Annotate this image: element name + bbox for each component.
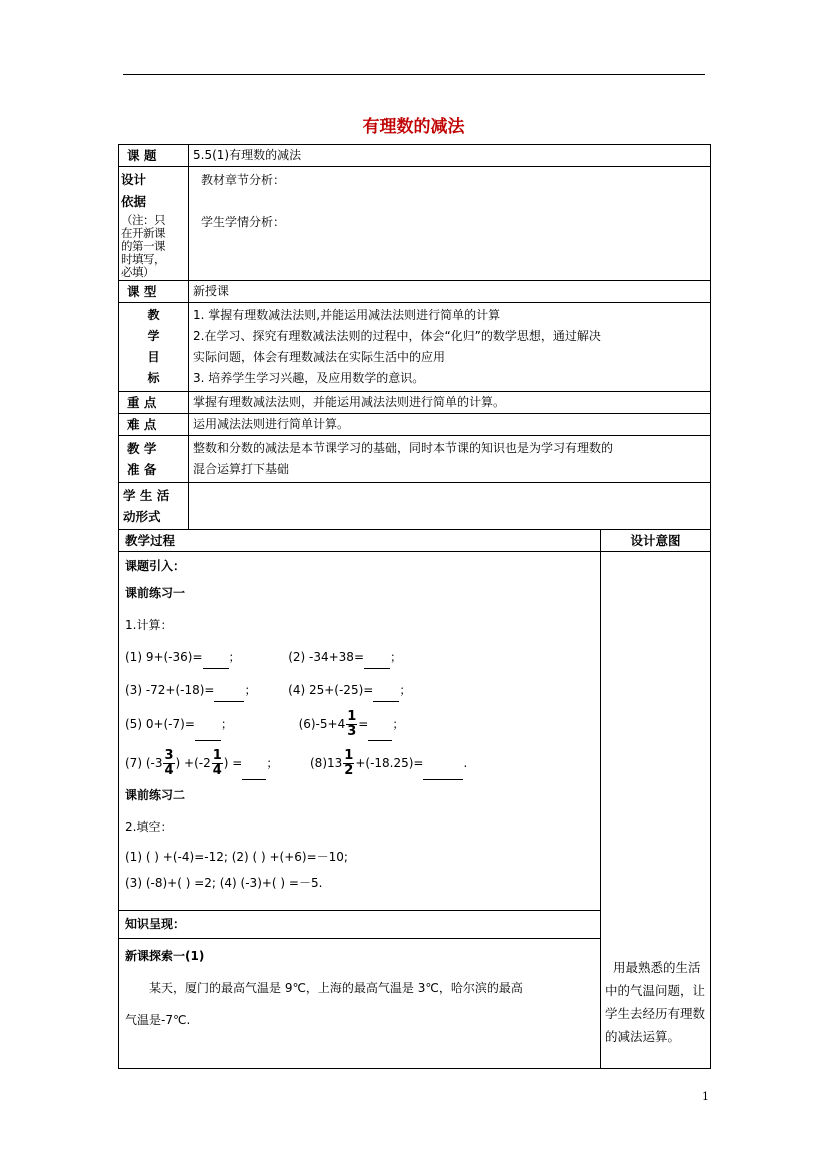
prep-label-2: 准 备 <box>127 462 157 477</box>
design-value-cell <box>189 167 711 281</box>
activity-label-2: 动形式 <box>123 509 161 524</box>
design-label-1: 设计 <box>121 172 147 187</box>
q3-semi: ； <box>244 683 257 697</box>
q2-blank <box>364 646 390 669</box>
design-note-4: 时填写， <box>121 252 165 266</box>
prep-line-1: 整数和分数的减法是本节课学习的基础，同时本节课的知识也是为学习有理数的 <box>193 441 614 455</box>
prep-line-2: 混合运算打下基础 <box>193 462 290 476</box>
subject-value: 5.5(1)有理数的减法 <box>189 145 711 167</box>
intent-header: 设计意图 <box>601 530 711 552</box>
calc-row-3 <box>125 708 594 741</box>
q6-denominator: 3 <box>347 724 357 739</box>
q8-numerator: 1 <box>344 748 354 763</box>
q8-period: . <box>463 756 468 770</box>
calc-row-2 <box>125 679 594 702</box>
key-label: 重 点 <box>119 392 189 414</box>
q7-blank <box>242 747 266 780</box>
goals-label-3: 目 <box>147 350 160 364</box>
activity-label-cell <box>119 483 189 530</box>
q7-f1-numerator: 3 <box>164 748 174 763</box>
textbook-analysis: 教材章节分析： <box>201 173 286 187</box>
key-value: 掌握有理数减法法则，并能运用减法法则进行简单的计算。 <box>189 392 711 414</box>
design-note-5: 必填） <box>121 265 154 279</box>
q2-text: (2) -34+38= <box>288 650 364 664</box>
q7-f2-denominator: 4 <box>212 763 222 778</box>
goal-item-2a: 2.在学习、探究有理数减法法则的过程中，体会“化归”的数学思想，通过解决 <box>193 329 601 343</box>
q1-text: (1) 9+(-36)= <box>125 650 203 664</box>
intent-text: 用最熟悉的生活中的气温问题，让学生去经历有理数的减法运算。 <box>605 960 706 1044</box>
difficulty-value: 运用减法法则进行简单计算。 <box>189 414 711 436</box>
q1-semi: ； <box>228 650 241 664</box>
type-label: 课 型 <box>119 281 189 303</box>
q1-blank <box>203 646 229 669</box>
q6-semi: ； <box>392 717 405 731</box>
design-label-2: 依据 <box>121 194 147 209</box>
fill-line-2: (3) (-8)+( ) =2; (4) (-3)+( ) =－5. <box>125 876 323 890</box>
explore-heading: 新课探索一(1) <box>125 949 205 963</box>
page-number: 1 <box>702 1090 709 1103</box>
knowledge-heading: 知识呈现： <box>119 911 601 939</box>
q8-text: (8)13 <box>310 756 343 770</box>
q5-semi: ； <box>220 717 233 731</box>
fill-line-1: (1) ( ) +(-4)=-12; (2) ( ) +(+6)=－10; <box>125 850 348 864</box>
calc-row-1 <box>125 646 594 669</box>
design-note-3: 的第一课 <box>121 239 165 253</box>
type-value: 新授课 <box>189 281 711 303</box>
q6-equals: = <box>358 717 369 731</box>
q7-mid: ) +(-2 <box>175 756 211 770</box>
q5-text: (5) 0+(-7)= <box>125 717 195 731</box>
goal-item-3: 3. 培养学生学习兴趣，及应用数学的意识。 <box>193 371 425 385</box>
q7-equals: ) = <box>223 756 243 770</box>
activity-value <box>189 483 711 530</box>
intent-cell <box>601 552 711 1069</box>
goals-label-1: 教 <box>147 308 160 322</box>
process-body <box>119 552 601 911</box>
q7-text: (7) (-3 <box>125 756 163 770</box>
activity-label-1: 学 生 活 <box>123 488 170 503</box>
practice-2-heading: 课前练习二 <box>125 788 186 802</box>
q6-text: (6)-5+4 <box>298 717 346 731</box>
q6-blank <box>368 708 392 741</box>
goals-label-cell <box>119 303 189 392</box>
fill-heading: 2.填空： <box>125 820 173 834</box>
q8-denominator: 2 <box>344 763 354 778</box>
prep-value-cell <box>189 436 711 483</box>
calc-heading: 1.计算： <box>125 618 173 632</box>
q6-fraction <box>346 710 357 739</box>
q4-semi: ； <box>399 683 412 697</box>
q4-text: (4) 25+(-25)= <box>288 683 374 697</box>
student-analysis: 学生学情分析： <box>201 215 286 229</box>
q2-semi: ； <box>390 650 403 664</box>
explore-cell <box>119 939 601 1069</box>
design-label-cell <box>119 167 189 281</box>
q7-f1-denominator: 4 <box>164 763 174 778</box>
q7-fraction-1 <box>163 749 174 778</box>
calc-row-4 <box>125 747 594 780</box>
q3-text: (3) -72+(-18)= <box>125 683 215 697</box>
prep-label-1: 教 学 <box>127 441 157 456</box>
intro-heading: 课题引入： <box>125 559 186 573</box>
practice-1-heading: 课前练习一 <box>125 586 186 600</box>
design-note-1: （注：只 <box>121 213 165 227</box>
q6-numerator: 1 <box>347 709 357 724</box>
goals-label-2: 学 <box>147 329 160 343</box>
q8-blank <box>423 747 463 780</box>
design-note-2: 在开新课 <box>121 226 165 240</box>
difficulty-label: 难 点 <box>119 414 189 436</box>
goals-value-cell <box>189 303 711 392</box>
process-header: 教学过程 <box>119 530 601 552</box>
goals-label-4: 标 <box>147 371 160 385</box>
prep-label-cell <box>119 436 189 483</box>
subject-label: 课 题 <box>119 145 189 167</box>
q4-blank <box>373 679 399 702</box>
q7-f2-numerator: 1 <box>212 748 222 763</box>
explore-text-1: 某天，厦门的最高气温是 9℃，上海的最高气温是 3℃，哈尔滨的最高 <box>149 981 523 995</box>
q8-fraction <box>343 749 354 778</box>
q5-blank <box>195 708 221 741</box>
q7-semi: ； <box>266 756 279 770</box>
q3-blank <box>214 679 244 702</box>
q7-fraction-2 <box>212 749 223 778</box>
lesson-plan-table <box>118 144 710 1069</box>
goal-item-1: 1. 掌握有理数减法法则,并能运用减法法则进行简单的计算 <box>193 308 501 322</box>
goal-item-2b: 实际问题，体会有理数减法在实际生活中的应用 <box>193 350 446 364</box>
explore-text-2: 气温是-7℃. <box>125 1013 191 1027</box>
header-rule <box>123 74 705 75</box>
page-title: 有理数的减法 <box>362 117 465 137</box>
q8-tail: +(-18.25)= <box>355 756 424 770</box>
